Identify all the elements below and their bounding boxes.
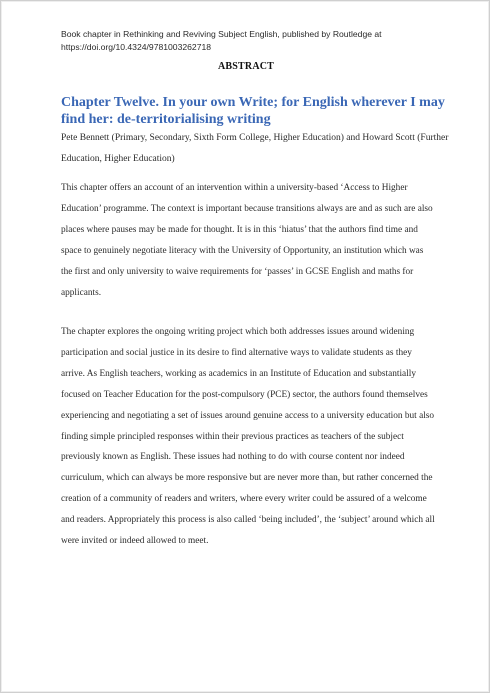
abstract-paragraph-2: The chapter explores the ongoing writing project which both addresses issues around widening participation and social justice in its desire to find alternative ways to validate students as they arrive. As English teachers, working as academics in an Institute of Education and substantially focused on Teacher Education for the post-compulsory (PCE) sector, the authors found themselves experiencing and negotiating a set of issues around genuine access to a university education but also finding simple principled responses within their previous practices as teachers of the subject previously known as English. These issues had nothing to do with course content nor indeed curriculum, which can always be more responsive but are never more than, but rather concerned the creation of a community of readers and writers, where every writer could be assured of a welcome and readers. Appropriately this process is also called ‘being included’, the ‘subject’ around which all were invited or indeed allowed to meet.: [61, 327, 435, 547]
chapter-title: Chapter Twelve. In your own Write; for English wherever I may find her: de-territorialising writing: [61, 95, 445, 127]
citation-doi-link[interactable]: https://doi.org/10.4324/9781003262718: [61, 42, 212, 52]
abstract-heading: ABSTRACT: [217, 61, 275, 72]
citation-note: [61, 28, 441, 54]
abstract-paragraph-1: This chapter offers an account of an intervention within a university-based ‘Access to Higher Education’ programme. The context is important because transitions always are and as such are also places where pauses may be made for thought. It is in this ‘hiatus’ that the authors find time and space to genuinely negotiate literacy with the University of Opportunity, an institution which was the first and only university to waive requirements for ‘passes’ in GCSE English and maths for applicants.: [61, 183, 433, 298]
chapter-authors: Pete Bennett (Primary, Secondary, Sixth Form College, Higher Education) and Howard Scott (Further Education, Higher Education): [61, 133, 449, 164]
citation-line-1: Book chapter in Rethinking and Reviving Subject English, published by Routledge at: [61, 29, 382, 39]
